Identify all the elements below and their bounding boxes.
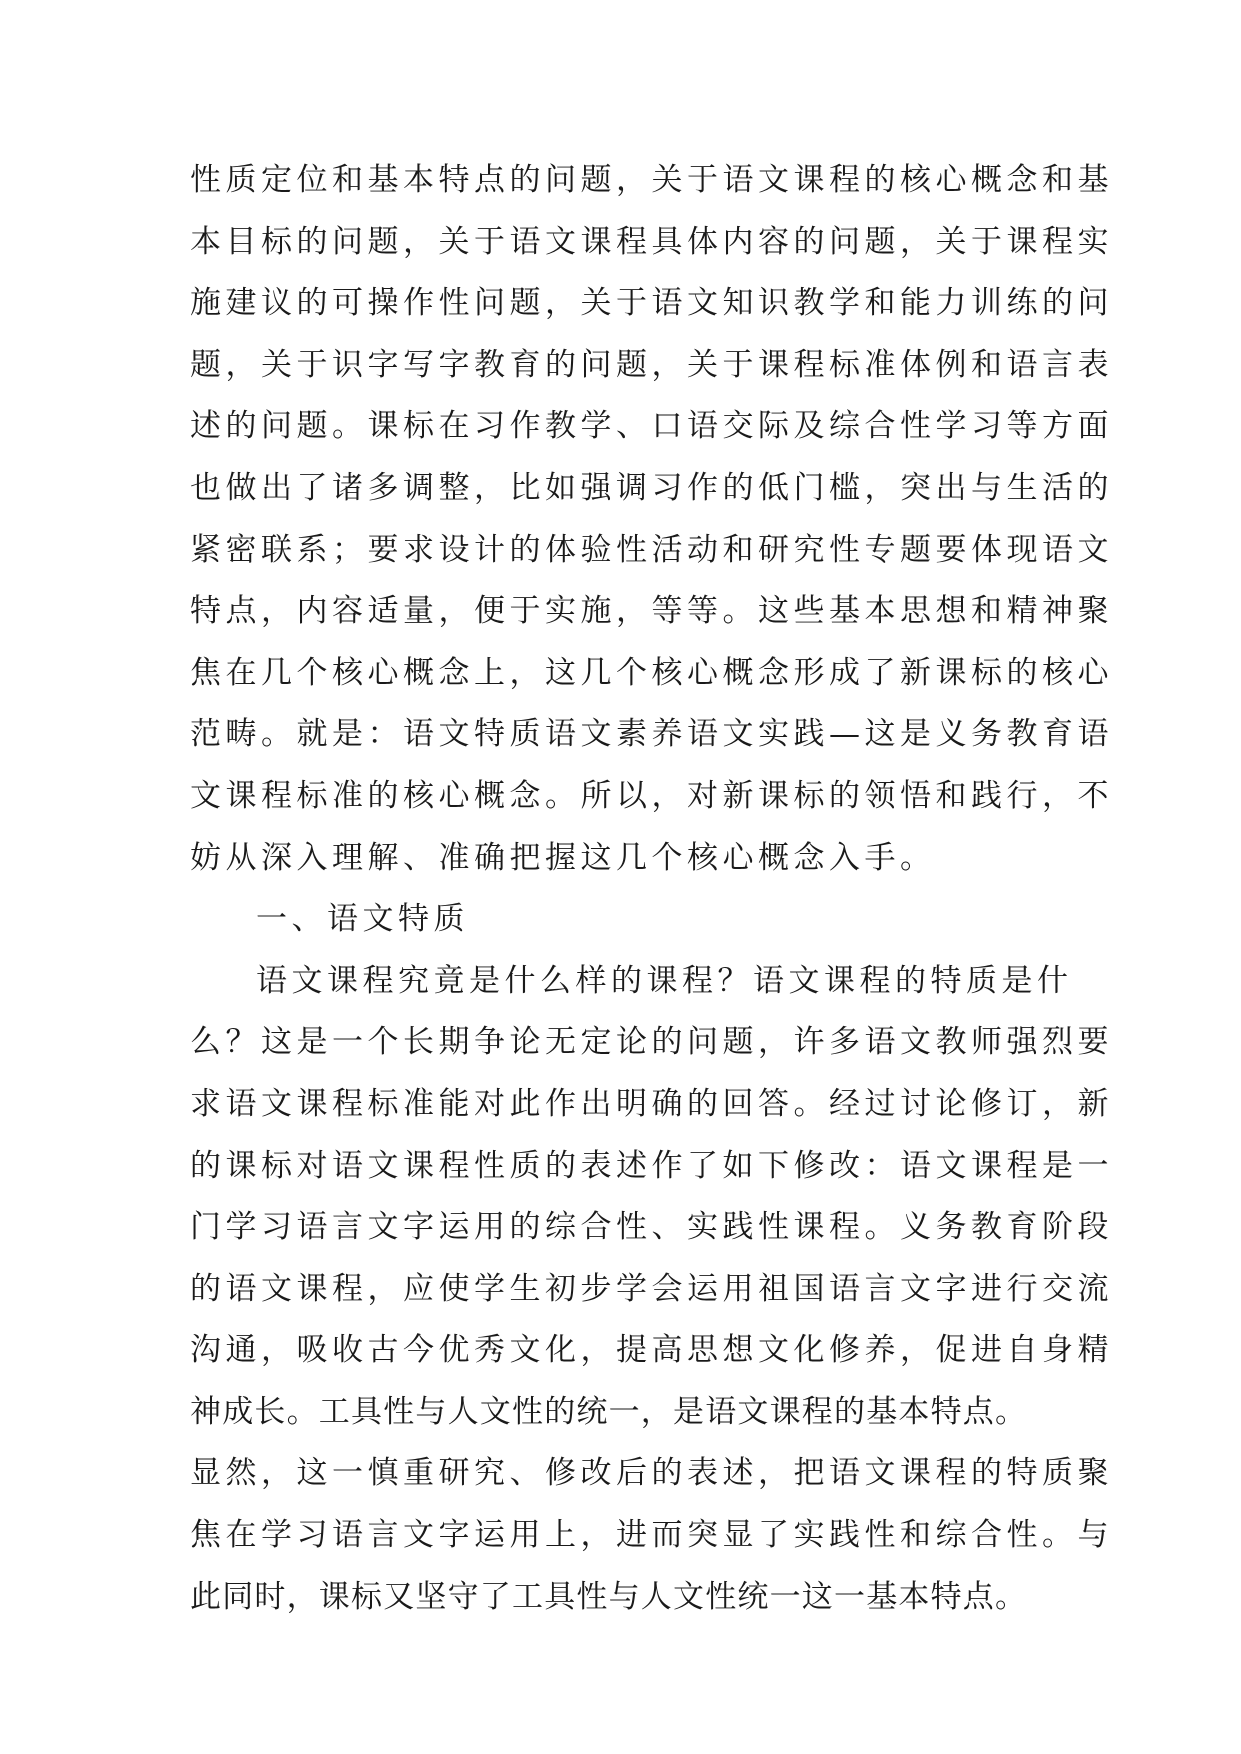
text-line: 述的问题。课标在习作教学、口语交际及综合性学习等方面 <box>190 408 1113 445</box>
text-line: 特点，内容适量，便于实施，等等。这些基本思想和精神聚 <box>190 593 1113 630</box>
text-line: 范畴。就是：语文特质语文素养语文实践—这是义务教育语 <box>190 716 1113 753</box>
text-line: 沟通，吸收古今优秀文化，提高思想文化修养，促进自身精 <box>190 1332 1113 1369</box>
section-heading: 一、语文特质 <box>256 901 469 938</box>
text-line: 施建议的可操作性问题，关于语文知识教学和能力训练的问 <box>190 285 1113 322</box>
text-line: 神成长。工具性与人文性的统一，是语文课程的基本特点。 <box>190 1393 1028 1430</box>
text-line: 求语文课程标准能对此作出明确的回答。经过讨论修订，新 <box>190 1085 1113 1122</box>
text-line: 性质定位和基本特点的问题，关于语文课程的核心概念和基 <box>190 162 1113 198</box>
text-line: 也做出了诸多调整，比如强调习作的低门槛，突出与生活的 <box>190 469 1113 506</box>
text-line: 的课标对语文课程性质的表述作了如下修改：语文课程是一 <box>190 1147 1113 1184</box>
body-text <box>190 150 1113 1628</box>
text-line: 紧密联系；要求设计的体验性活动和研究性专题要体现语文 <box>190 531 1113 568</box>
text-line: 题，关于识字写字教育的问题，关于课程标准体例和语言表 <box>190 346 1113 383</box>
text-line: 门学习语言文字运用的综合性、实践性课程。义务教育阶段 <box>190 1209 1113 1246</box>
text-line: 文课程标准的核心概念。所以，对新课标的领悟和践行，不 <box>190 777 1113 814</box>
text-line: 么？这是一个长期争论无定论的问题，许多语文教师强烈要 <box>190 1024 1113 1061</box>
text-line: 显然，这一慎重研究、修改后的表述，把语文课程的特质聚 <box>190 1455 1113 1492</box>
text-line: 语文课程究竟是什么样的课程？语文课程的特质是什 <box>256 962 1073 999</box>
text-line: 焦在学习语言文字运用上，进而突显了实践性和综合性。与 <box>190 1517 1113 1554</box>
text-line: 焦在几个核心概念上，这几个核心概念形成了新课标的核心 <box>190 654 1113 691</box>
text-line: 本目标的问题，关于语文课程具体内容的问题，关于课程实 <box>190 223 1113 260</box>
text-line: 此同时，课标又坚守了工具性与人文性统一这一基本特点。 <box>190 1578 1028 1615</box>
text-line: 的语文课程，应使学生初步学会运用祖国语言文字进行交流 <box>190 1270 1113 1307</box>
text-line: 妨从深入理解、准确把握这几个核心概念入手。 <box>190 839 936 876</box>
